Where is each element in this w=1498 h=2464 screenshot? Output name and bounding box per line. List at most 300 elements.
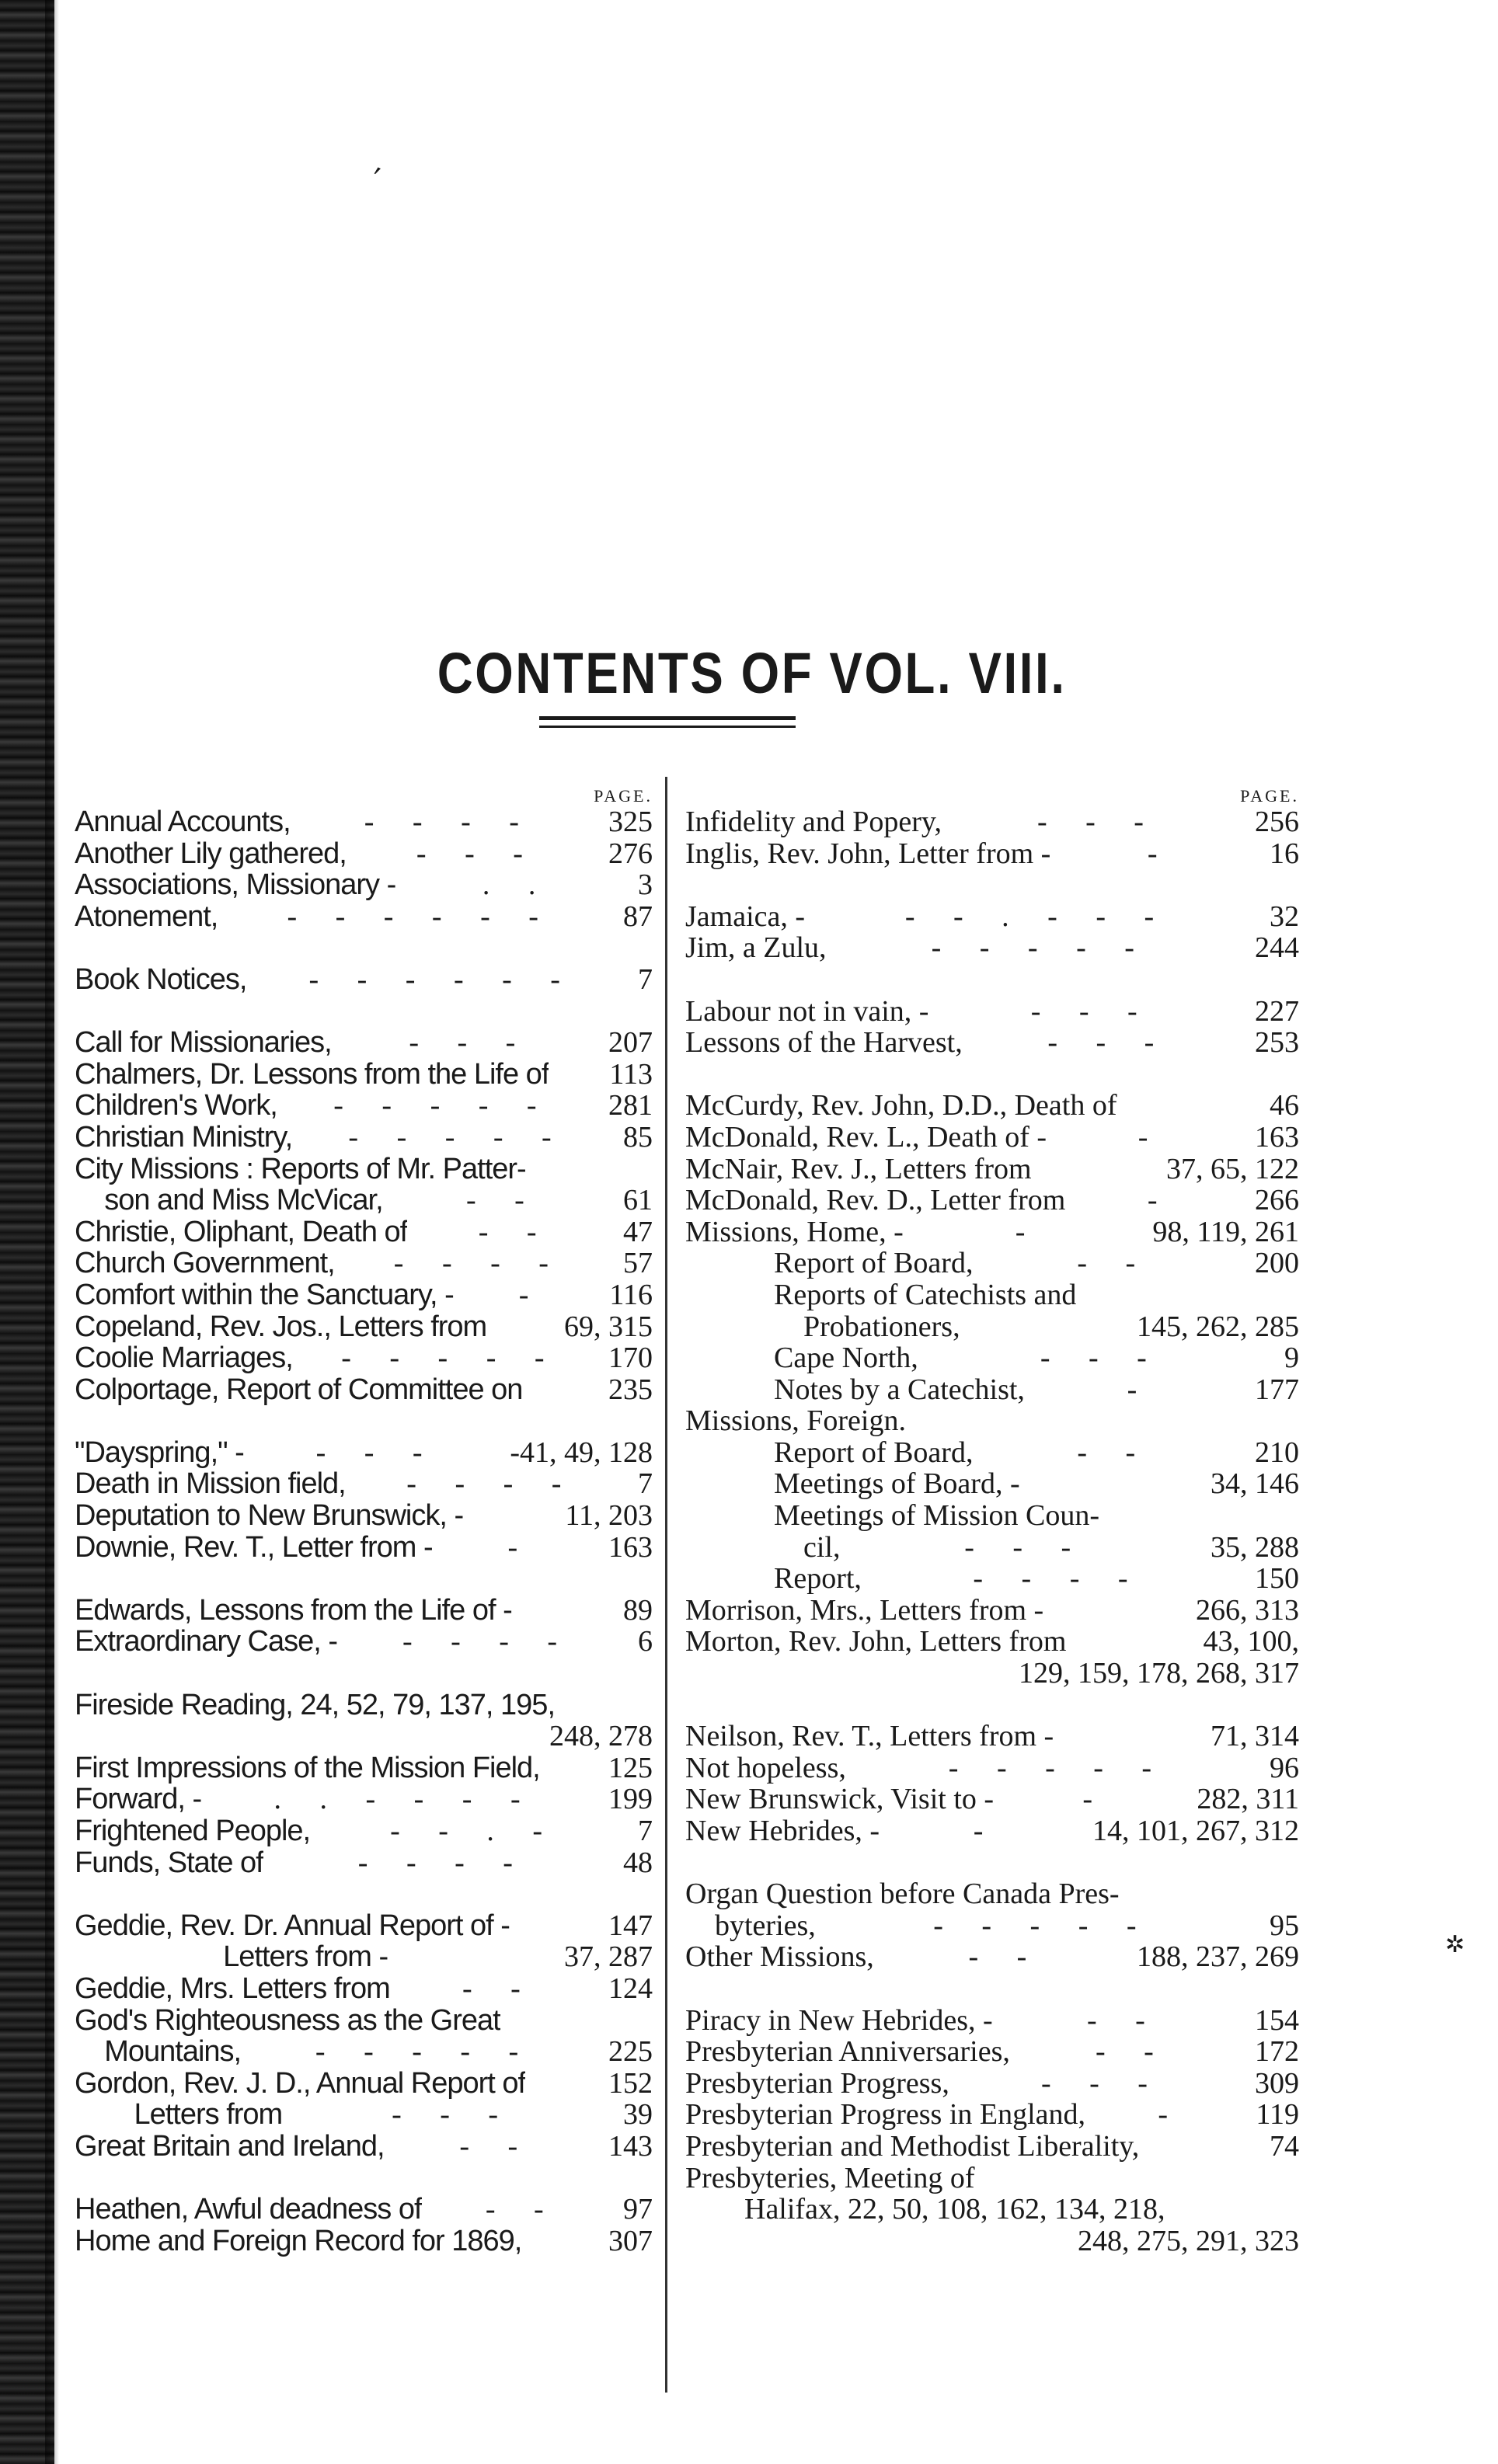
- entry-text: Frightened People,: [75, 1815, 311, 1847]
- entry-leader: - - - -: [357, 1846, 528, 1879]
- entry-text: Coolie Marriages,: [75, 1342, 293, 1374]
- index-entry: [75, 1500, 653, 1532]
- entry-page: 119: [1256, 2098, 1299, 2132]
- entry-leader: [75, 1721, 549, 1752]
- entry-text: Another Lily gathered,: [75, 837, 347, 870]
- index-entry: [75, 2005, 653, 2037]
- index-entry: [685, 1500, 1299, 1532]
- entry-gap: [685, 869, 1299, 901]
- entry-page: 248, 278: [549, 1720, 653, 1753]
- index-entry: [75, 1248, 653, 1279]
- entry-leader: [1120, 1878, 1299, 1910]
- entry-text: Funds, State of: [75, 1846, 263, 1879]
- entry-leader: - - -: [1030, 995, 1153, 1028]
- index-entry: [685, 1532, 1299, 1564]
- entry-text: Downie, Rev. T., Letter from -: [75, 1531, 433, 1564]
- entry-text: Report,: [685, 1563, 862, 1595]
- entry-text: Extraordinary Case, -: [75, 1626, 338, 1658]
- entry-page: 37, 65, 122: [1166, 1152, 1299, 1185]
- entry-text: Associations, Missionary -: [75, 869, 396, 901]
- index-entry: [685, 1342, 1299, 1374]
- index-entry: [685, 1027, 1299, 1059]
- entry-leader: - -: [485, 2194, 559, 2226]
- entry-gap: [685, 1059, 1299, 1091]
- entry-text: Colportage, Report of Committee on: [75, 1373, 523, 1406]
- entry-leader: - - -: [1047, 1027, 1170, 1059]
- index-entry: [685, 1311, 1299, 1343]
- index-entry: [685, 2163, 1299, 2194]
- entry-leader: - - - - -: [348, 1121, 567, 1154]
- entry-gap: [685, 964, 1299, 996]
- entry-page: 37, 287: [564, 1940, 653, 1974]
- index-entry: [75, 1279, 653, 1311]
- index-entry: [75, 1847, 653, 1879]
- entry-leader: -: [1082, 1784, 1109, 1815]
- entry-leader: - - -: [1040, 1342, 1162, 1374]
- index-entry: [75, 1815, 653, 1847]
- entry-page: 7: [638, 962, 653, 996]
- index-entry: [685, 1437, 1299, 1469]
- entry-leader: - - - - - -: [287, 900, 554, 933]
- entry-leader: -: [1158, 2099, 1184, 2131]
- index-entry: [75, 2099, 653, 2131]
- ink-smudge: ✲: [1445, 1932, 1465, 1958]
- entry-text: Children's Work,: [75, 1090, 277, 1122]
- entry-text: Mountains,: [75, 2036, 242, 2068]
- index-entry: [685, 2036, 1299, 2068]
- entry-page: 98, 119, 261: [1152, 1215, 1299, 1248]
- entry-page: 6: [638, 1625, 653, 1658]
- entry-page: 39: [623, 2098, 653, 2132]
- entry-text: Call for Missionaries,: [75, 1027, 332, 1059]
- entry-page: 248, 275, 291, 323: [1078, 2224, 1299, 2257]
- index-entry: [685, 901, 1299, 933]
- entry-leader: - - - - -: [341, 1342, 560, 1374]
- index-entry: [75, 838, 653, 870]
- entry-leader: - -: [968, 1941, 1043, 1973]
- index-entry: [75, 1437, 653, 1469]
- entry-leader: - -: [1077, 1436, 1151, 1469]
- entry-leader: . .: [482, 869, 552, 901]
- entry-leader: [685, 1658, 1019, 1690]
- entry-leader: [906, 1405, 1299, 1437]
- entry-page: 35, 288: [1211, 1530, 1299, 1564]
- entry-page: 125: [608, 1751, 653, 1784]
- entry-text: Annual Accounts,: [75, 806, 291, 838]
- entry-leader: - - -: [1040, 2067, 1163, 2100]
- entry-leader: - - . - - -: [904, 900, 1170, 933]
- index-entry: [685, 996, 1299, 1028]
- entry-page: 97: [623, 2193, 653, 2226]
- entry-text: Book Notices,: [75, 963, 247, 996]
- index-entry: [75, 2194, 653, 2226]
- left-entries: [75, 806, 653, 2257]
- page-title: CONTENTS OF VOL. VIII.: [437, 640, 1067, 705]
- entry-page: 85: [623, 1120, 653, 1154]
- entry-text: Lessons of the Harvest,: [685, 1027, 963, 1059]
- right-column: [685, 778, 1299, 2257]
- index-entry: [75, 2226, 653, 2257]
- index-entry: [685, 2099, 1299, 2131]
- entry-page: 11, 203: [565, 1499, 653, 1533]
- index-entry: [75, 1311, 653, 1343]
- entry-page: 7: [638, 1815, 653, 1847]
- entry-text: City Missions : Reports of Mr. Patter-: [75, 1153, 526, 1185]
- entry-page: 57: [623, 1247, 653, 1280]
- entry-page: 14, 101, 267, 312: [1092, 1815, 1299, 1847]
- entry-page: 7: [638, 1467, 653, 1501]
- entry-text: Report of Board,: [685, 1248, 974, 1279]
- right-entries: [685, 806, 1299, 2257]
- page-column-header: PAGE.: [1240, 786, 1299, 806]
- entry-text: Organ Question before Canada Pres-: [685, 1878, 1120, 1910]
- entry-text: Presbyteries, Meeting of: [685, 2162, 975, 2194]
- entry-text: Meetings of Mission Coun-: [685, 1500, 1100, 1532]
- index-entry: [685, 1122, 1299, 1154]
- entry-leader: - -: [465, 1185, 540, 1216]
- entry-page: 309: [1255, 2066, 1299, 2100]
- index-entry: [685, 838, 1299, 870]
- entry-text: Great Britain and Ireland,: [75, 2130, 385, 2163]
- entry-page: 154: [1255, 2003, 1299, 2037]
- entry-leader: - - - - - -: [308, 963, 576, 996]
- entry-leader: [525, 2068, 608, 2100]
- entry-text: Neilson, Rev. T., Letters from -: [685, 1721, 1054, 1752]
- entry-page: 143: [608, 2129, 653, 2163]
- entry-gap: [685, 1847, 1299, 1879]
- entry-leader: [1043, 1595, 1196, 1627]
- index-entry: [75, 1122, 653, 1154]
- index-entry: [685, 1154, 1299, 1185]
- index-entry: [685, 1405, 1299, 1437]
- entry-text: Report of Board,: [685, 1436, 974, 1469]
- entry-gap: [75, 1658, 653, 1690]
- entry-leader: - - -: [416, 837, 538, 870]
- entry-text: Jamaica, -: [685, 900, 806, 933]
- index-entry: [685, 1090, 1299, 1122]
- entry-page: 207: [608, 1026, 653, 1060]
- entry-leader: - - . -: [390, 1815, 559, 1847]
- entry-page: 163: [1255, 1120, 1299, 1154]
- entry-text: Presbyterian Progress in England,: [685, 2099, 1086, 2131]
- entry-page: 129, 159, 178, 268, 317: [1019, 1657, 1299, 1690]
- entry-page: 266, 313: [1196, 1593, 1299, 1627]
- entry-leader: - -: [1086, 2004, 1161, 2037]
- book-binding-edge: [0, 0, 54, 2464]
- entry-leader: [521, 2226, 608, 2257]
- index-entry: [685, 1563, 1299, 1595]
- entry-page: -41, 49, 128: [510, 1436, 653, 1469]
- entry-page: 34, 146: [1211, 1467, 1299, 1501]
- index-entry: [75, 1690, 653, 1721]
- entry-page: 124: [608, 1972, 653, 2005]
- entry-leader: - - - -: [402, 1626, 573, 1658]
- index-entry: [75, 1721, 653, 1752]
- index-entry: [75, 1374, 653, 1406]
- column-divider: [665, 777, 667, 2393]
- index-entry: [685, 2131, 1299, 2163]
- entry-text: Cape North,: [685, 1342, 918, 1374]
- entry-text: Presbyterian Progress,: [685, 2067, 949, 2100]
- entry-gap: [685, 1973, 1299, 2005]
- title-rule: [539, 716, 796, 720]
- entry-leader: [975, 2163, 1299, 2194]
- entry-leader: -: [1137, 1121, 1164, 1154]
- entry-leader: - - - -: [364, 806, 535, 838]
- entry-leader: [1076, 1279, 1299, 1311]
- entry-text: Geddie, Rev. Dr. Annual Report of -: [75, 1909, 510, 1942]
- entry-text: Other Missions,: [685, 1941, 874, 1973]
- pen-mark: ′: [364, 159, 385, 194]
- entry-page: 74: [1270, 2129, 1299, 2163]
- entry-page: 116: [609, 1278, 653, 1311]
- index-entry: [685, 2194, 1299, 2226]
- entry-page: 95: [1270, 1909, 1299, 1942]
- entry-leader: [522, 1374, 608, 1406]
- entry-leader: [555, 1690, 653, 1721]
- index-entry: [75, 1468, 653, 1500]
- entry-leader: - - -: [392, 2099, 514, 2131]
- entry-page: 276: [608, 837, 653, 870]
- entry-text: Copeland, Rev. Jos., Letters from: [75, 1310, 487, 1343]
- entry-text: Gordon, Rev. J. D., Annual Report of: [75, 2067, 526, 2100]
- entry-page: 256: [1255, 806, 1299, 838]
- entry-leader: - - - - -: [333, 1090, 552, 1122]
- entry-page: 210: [1255, 1436, 1299, 1469]
- entry-leader: -: [1127, 1373, 1153, 1406]
- index-entry: [75, 1027, 653, 1059]
- title-rule-thin: [539, 726, 796, 728]
- entry-page: 96: [1270, 1751, 1299, 1784]
- entry-leader: - -: [1077, 1248, 1151, 1279]
- entry-page: 172: [1255, 2035, 1299, 2069]
- index-entry: [685, 1941, 1299, 1973]
- index-entry: [685, 1185, 1299, 1216]
- entry-page: 113: [609, 1057, 653, 1091]
- entry-page: 150: [1255, 1562, 1299, 1596]
- index-entry: [685, 806, 1299, 838]
- entry-leader: -: [507, 1531, 534, 1564]
- entry-text: New Hebrides, -: [685, 1815, 880, 1847]
- entry-gap: [75, 1878, 653, 1910]
- entry-text: Probationers,: [685, 1310, 960, 1343]
- entry-leader: . . - - - -: [273, 1784, 536, 1815]
- index-entry: [685, 1595, 1299, 1627]
- entry-gap: [75, 932, 653, 964]
- entry-leader: [549, 1059, 609, 1091]
- entry-page: 199: [608, 1783, 653, 1816]
- index-entry: [685, 1878, 1299, 1910]
- entry-page: 152: [608, 2066, 653, 2100]
- entry-text: Presbyterian Anniversaries,: [685, 2036, 1010, 2068]
- entry-page: 47: [623, 1215, 653, 1248]
- entry-text: Presbyterian and Methodist Liberality,: [685, 2130, 1140, 2163]
- index-entry: [685, 1374, 1299, 1406]
- entry-leader: [510, 1910, 608, 1942]
- index-entry: [75, 1154, 653, 1185]
- index-entry: [685, 1784, 1299, 1815]
- entry-leader: - - - - -: [315, 2036, 535, 2068]
- entry-page: 16: [1270, 837, 1299, 870]
- entry-text: Christie, Oliphant, Death of: [75, 1216, 408, 1248]
- entry-page: 225: [608, 2035, 653, 2069]
- entry-text: Home and Foreign Record for 1869,: [75, 2225, 522, 2257]
- entry-page: 87: [623, 900, 653, 933]
- entry-leader: [540, 1752, 608, 1784]
- entry-text: Deputation to New Brunswick, -: [75, 1500, 464, 1532]
- entry-text: Notes by a Catechist,: [685, 1373, 1025, 1406]
- entry-page: 9: [1284, 1342, 1299, 1375]
- entry-text: Not hopeless,: [685, 1752, 846, 1784]
- entry-page: 282, 311: [1197, 1783, 1299, 1816]
- index-entry: [75, 1973, 653, 2005]
- entry-page: 163: [608, 1530, 653, 1564]
- entry-text: Missions, Home, -: [685, 1216, 904, 1248]
- entry-text: Atonement,: [75, 900, 218, 933]
- index-entry: [685, 1279, 1299, 1311]
- entry-leader: [1054, 1721, 1211, 1752]
- entry-leader: [463, 1500, 565, 1532]
- entry-leader: - - - -: [973, 1563, 1144, 1595]
- entry-leader: - - - - -: [948, 1752, 1168, 1784]
- entry-page: 177: [1255, 1373, 1299, 1406]
- entry-text: First Impressions of the Mission Field,: [75, 1752, 540, 1784]
- index-entry: [685, 932, 1299, 964]
- index-entry: [75, 1941, 653, 1973]
- entry-leader: - -: [459, 2130, 534, 2163]
- entry-leader: -: [1147, 837, 1173, 870]
- entry-gap: [75, 2163, 653, 2194]
- entry-text: Meetings of Board, -: [685, 1468, 1020, 1501]
- index-entry: [685, 1910, 1299, 1942]
- entry-leader: - -: [1096, 2036, 1169, 2068]
- entry-page: 61: [623, 1184, 653, 1217]
- index-entry: [75, 901, 653, 933]
- entry-text: Halifax, 22, 50, 108, 162, 134, 218,: [685, 2194, 1165, 2226]
- entry-leader: - - - -: [406, 1468, 577, 1501]
- entry-leader: - -: [462, 1972, 536, 2005]
- entry-text: son and Miss McVicar,: [75, 1185, 383, 1216]
- entry-page: 147: [608, 1909, 653, 1942]
- entry-text: New Brunswick, Visit to -: [685, 1784, 995, 1815]
- entry-text: Heathen, Awful deadness of: [75, 2194, 422, 2226]
- entry-page: 227: [1255, 994, 1299, 1028]
- index-entry: [685, 2005, 1299, 2037]
- entry-text: Death in Mission field,: [75, 1468, 346, 1501]
- entry-page: 43, 100,: [1203, 1625, 1299, 1658]
- entry-text: Piracy in New Hebrides, -: [685, 2004, 993, 2037]
- entry-text: Missions, Foreign.: [685, 1405, 906, 1437]
- index-entry: [685, 1248, 1299, 1279]
- index-entry: [75, 869, 653, 901]
- entry-leader: - - -: [409, 1027, 531, 1059]
- entry-gap: [685, 1690, 1299, 1721]
- index-entry: [75, 1185, 653, 1216]
- index-entry: [685, 1216, 1299, 1248]
- index-entry: [685, 1815, 1299, 1847]
- entry-leader: [500, 2005, 653, 2037]
- entry-page: 69, 315: [564, 1310, 653, 1343]
- index-entry: [75, 1752, 653, 1784]
- entry-text: McCurdy, Rev. John, D.D., Death of: [685, 1090, 1117, 1122]
- index-entry: [75, 1059, 653, 1091]
- index-entry: [75, 2036, 653, 2068]
- entry-page: 281: [608, 1089, 653, 1122]
- left-column: [75, 778, 653, 2257]
- entry-leader: [1165, 2194, 1299, 2226]
- entry-leader: - - -: [1037, 806, 1159, 838]
- entry-page: 89: [623, 1593, 653, 1627]
- index-entry: [685, 2226, 1299, 2257]
- entry-leader: [1020, 1468, 1211, 1500]
- entry-page: 170: [608, 1342, 653, 1375]
- entry-gap: [75, 1563, 653, 1595]
- entry-page: 325: [608, 806, 653, 838]
- entry-leader: [1066, 1626, 1203, 1658]
- entry-leader: - - -: [964, 1531, 1087, 1564]
- index-entry: [75, 2131, 653, 2163]
- entry-leader: [1032, 1154, 1166, 1185]
- entry-page: 266: [1255, 1184, 1299, 1217]
- entry-page: 307: [608, 2224, 653, 2257]
- entry-text: Edwards, Lessons from the Life of -: [75, 1594, 512, 1627]
- index-entry: [75, 964, 653, 996]
- entry-text: McNair, Rev. J., Letters from: [685, 1153, 1032, 1185]
- entry-page: 3: [638, 868, 653, 902]
- entry-leader: -: [1147, 1185, 1173, 1216]
- entry-leader: [526, 1154, 653, 1185]
- index-entry: [685, 1626, 1299, 1658]
- entry-text: God's Righteousness as the Great: [75, 2004, 500, 2037]
- entry-leader: - - - - -: [931, 932, 1150, 964]
- entry-leader: - - -: [315, 1436, 438, 1469]
- entry-leader: - - - - -: [933, 1909, 1152, 1942]
- entry-text: Letters from: [75, 2099, 283, 2131]
- entry-text: Forward, -: [75, 1784, 202, 1815]
- entry-text: Reports of Catechists and: [685, 1279, 1077, 1311]
- entry-text: Fireside Reading, 24, 52, 79, 137, 195,: [75, 1689, 556, 1721]
- entry-text: McDonald, Rev. D., Letter from: [685, 1185, 1066, 1216]
- entry-page: 32: [1270, 900, 1299, 933]
- entry-page: 188, 237, 269: [1137, 1940, 1299, 1974]
- entry-gap: [75, 1405, 653, 1437]
- entry-text: Letters from -: [75, 1941, 388, 1973]
- entry-leader: -: [518, 1279, 545, 1311]
- entry-leader: [1139, 2131, 1270, 2163]
- entry-text: "Dayspring," -: [75, 1436, 244, 1469]
- index-entry: [685, 2068, 1299, 2100]
- entry-leader: [685, 2226, 1078, 2257]
- entry-text: Christian Ministry,: [75, 1121, 293, 1154]
- entry-text: Inglis, Rev. John, Letter from -: [685, 837, 1051, 870]
- index-entry: [75, 1784, 653, 1815]
- entry-leader: [388, 1941, 564, 1973]
- index-entry: [75, 1342, 653, 1374]
- index-entry: [75, 1090, 653, 1122]
- entry-text: cil,: [685, 1531, 841, 1564]
- entry-text: Labour not in vain, -: [685, 995, 929, 1028]
- entry-text: Chalmers, Dr. Lessons from the Life of: [75, 1058, 549, 1091]
- index-entry: [75, 1532, 653, 1564]
- entry-page: 145, 262, 285: [1137, 1310, 1299, 1343]
- index-entry: [75, 1910, 653, 1942]
- index-entry: [75, 1595, 653, 1627]
- entry-page: 253: [1255, 1026, 1299, 1060]
- index-entry: [75, 806, 653, 838]
- entry-gap: [75, 996, 653, 1028]
- entry-leader: [960, 1311, 1137, 1343]
- index-entry: [75, 2068, 653, 2100]
